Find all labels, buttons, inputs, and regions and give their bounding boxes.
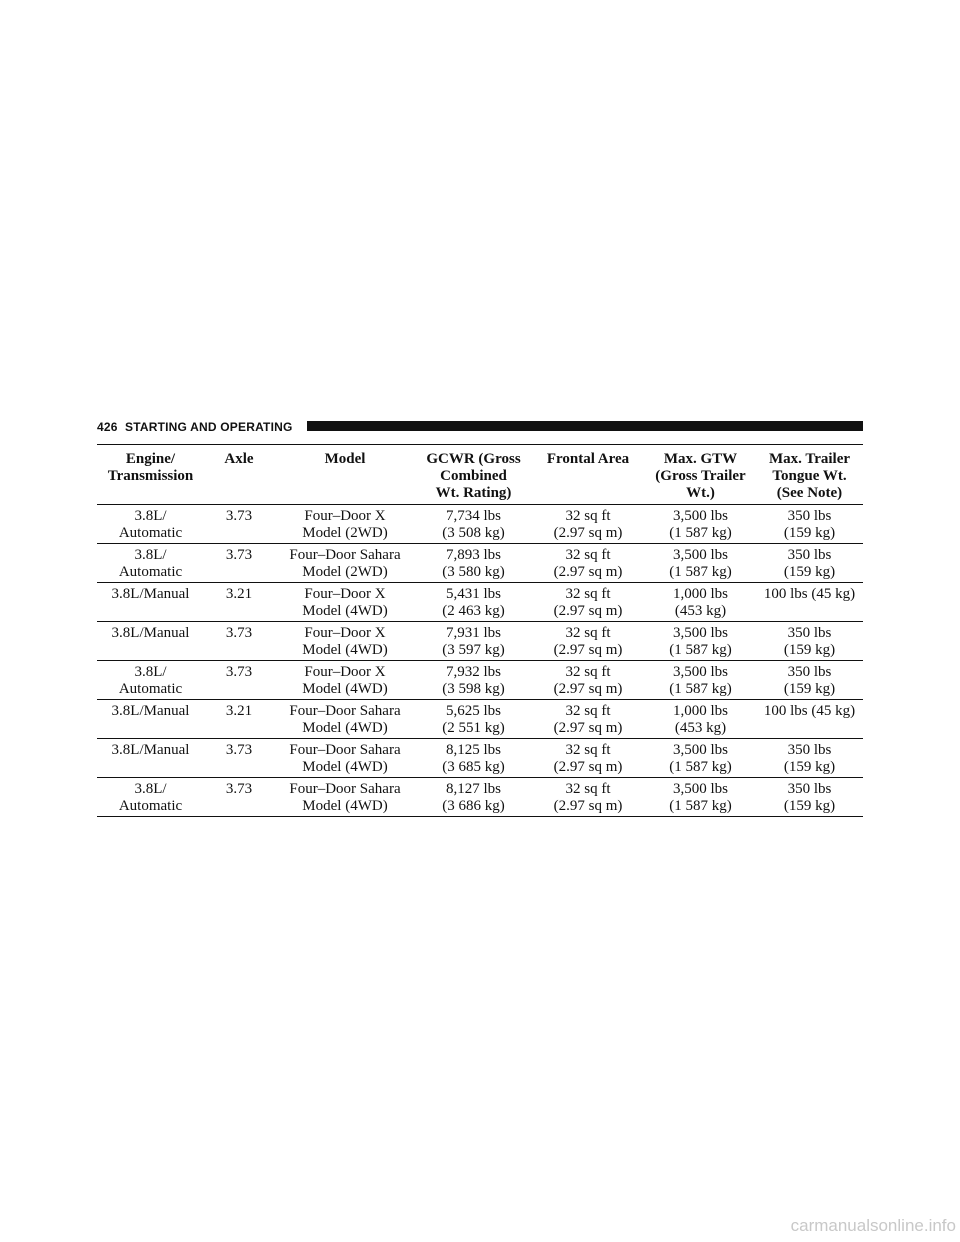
cell-model (274, 778, 416, 817)
cell-gcwr (416, 739, 531, 778)
cell-gcwr (416, 583, 531, 622)
cell-line: 350 lbs (787, 664, 832, 680)
cell-line: (1 587 kg) (669, 798, 732, 814)
cell-frontal-area (531, 505, 645, 544)
cell-line: (159 kg) (783, 798, 836, 814)
cell-line: 3.8L/ (134, 547, 167, 563)
header-line: Model (324, 451, 366, 467)
cell-line: 3.8L/Manual (111, 742, 190, 758)
cell-line: (3 597 kg) (442, 642, 505, 658)
cell-max-gtw (645, 505, 756, 544)
header-frontal-area (531, 445, 645, 505)
cell-line: 5,625 lbs (445, 703, 501, 719)
cell-max-gtw (645, 544, 756, 583)
watermark: carmanualsonline.info (790, 1216, 956, 1235)
cell-frontal-area (531, 661, 645, 700)
header-line: Transmission (107, 468, 194, 484)
cell-max-gtw (645, 700, 756, 739)
cell-gcwr (416, 700, 531, 739)
cell-line: 7,734 lbs (445, 508, 501, 524)
cell-line: Four–Door Sahara (289, 781, 401, 797)
cell-engine-transmission (97, 544, 204, 583)
table-row (97, 700, 863, 739)
cell-line: 32 sq ft (565, 547, 611, 563)
cell-axle (204, 622, 274, 661)
page-header (97, 420, 863, 434)
cell-axle (204, 700, 274, 739)
cell-model (274, 739, 416, 778)
table-row (97, 505, 863, 544)
cell-engine-transmission (97, 622, 204, 661)
section-title: STARTING AND OPERATING (125, 420, 293, 434)
cell-line: Four–Door X (304, 508, 386, 524)
cell-line: 32 sq ft (565, 586, 611, 602)
cell-line: (453 kg) (674, 603, 727, 619)
cell-gcwr (416, 505, 531, 544)
cell-line: Model (4WD) (302, 759, 388, 775)
cell-line: 3.8L/Manual (111, 703, 190, 719)
cell-model (274, 505, 416, 544)
cell-max-gtw (645, 739, 756, 778)
cell-engine-transmission (97, 778, 204, 817)
cell-engine-transmission (97, 583, 204, 622)
cell-line: (2.97 sq m) (553, 720, 623, 736)
cell-frontal-area (531, 544, 645, 583)
header-line: (Gross Trailer (655, 468, 746, 484)
cell-model (274, 622, 416, 661)
table-row (97, 544, 863, 583)
cell-gcwr (416, 778, 531, 817)
cell-line: 3.8L/ (134, 664, 167, 680)
cell-line: (2.97 sq m) (553, 642, 623, 658)
cell-line: 3,500 lbs (672, 625, 728, 641)
cell-line: 32 sq ft (565, 703, 611, 719)
cell-line: 350 lbs (787, 781, 832, 797)
header-line: Max. GTW (663, 451, 738, 467)
cell-line: (2.97 sq m) (553, 564, 623, 580)
cell-line: 350 lbs (787, 547, 832, 563)
cell-line: Model (2WD) (302, 564, 388, 580)
cell-line: Automatic (118, 525, 183, 541)
cell-gcwr (416, 622, 531, 661)
header-line: Frontal Area (546, 451, 630, 467)
cell-line: 32 sq ft (565, 742, 611, 758)
cell-line: (2 551 kg) (442, 720, 505, 736)
cell-line: Model (4WD) (302, 798, 388, 814)
header-line: Axle (224, 451, 254, 467)
cell-line: (2.97 sq m) (553, 759, 623, 775)
cell-line: Automatic (118, 681, 183, 697)
cell-line: 8,127 lbs (445, 781, 501, 797)
cell-line: (1 587 kg) (669, 681, 732, 697)
cell-line: 7,932 lbs (445, 664, 501, 680)
cell-line: (159 kg) (783, 564, 836, 580)
header-axle (204, 445, 274, 505)
cell-line: 3.73 (225, 625, 253, 641)
cell-line: 32 sq ft (565, 625, 611, 641)
cell-line: 7,893 lbs (445, 547, 501, 563)
cell-engine-transmission (97, 505, 204, 544)
cell-line: (2 463 kg) (442, 603, 505, 619)
cell-gcwr (416, 661, 531, 700)
cell-line: (3 508 kg) (442, 525, 505, 541)
cell-line: Model (4WD) (302, 642, 388, 658)
cell-line: (2.97 sq m) (553, 603, 623, 619)
cell-line: 3,500 lbs (672, 547, 728, 563)
cell-engine-transmission (97, 661, 204, 700)
cell-line: (159 kg) (783, 681, 836, 697)
cell-line: (159 kg) (783, 525, 836, 541)
table-row (97, 778, 863, 817)
cell-line: (3 685 kg) (442, 759, 505, 775)
cell-line: Automatic (118, 564, 183, 580)
cell-line: (159 kg) (783, 642, 836, 658)
cell-max-gtw (645, 661, 756, 700)
cell-axle (204, 739, 274, 778)
cell-line: (1 587 kg) (669, 759, 732, 775)
cell-axle (204, 778, 274, 817)
cell-line: 3.8L/ (134, 508, 167, 524)
header-model (274, 445, 416, 505)
cell-frontal-area (531, 700, 645, 739)
table-header (97, 445, 863, 505)
cell-line: 3,500 lbs (672, 781, 728, 797)
towing-specs-table (97, 444, 863, 817)
cell-line: (3 686 kg) (442, 798, 505, 814)
cell-line: 32 sq ft (565, 781, 611, 797)
cell-line: 3,500 lbs (672, 508, 728, 524)
page-number: 426 (97, 420, 118, 434)
header-line: (See Note) (776, 485, 843, 501)
cell-line: (3 580 kg) (442, 564, 505, 580)
cell-line: (3 598 kg) (442, 681, 505, 697)
cell-frontal-area (531, 583, 645, 622)
cell-max-gtw (645, 778, 756, 817)
cell-engine-transmission (97, 700, 204, 739)
cell-line: 7,931 lbs (445, 625, 501, 641)
header-line: Max. Trailer (768, 451, 851, 467)
table-row (97, 622, 863, 661)
cell-line: 3.73 (225, 742, 253, 758)
cell-model (274, 544, 416, 583)
cell-line: 3.21 (225, 703, 253, 719)
header-line: Wt. Rating) (435, 485, 512, 501)
header-row (97, 445, 863, 505)
header-rule (307, 421, 863, 431)
cell-line: (2.97 sq m) (553, 681, 623, 697)
cell-frontal-area (531, 622, 645, 661)
cell-max-tongue-wt (756, 739, 863, 778)
header-gcwr (416, 445, 531, 505)
cell-line: Model (2WD) (302, 525, 388, 541)
cell-line: Model (4WD) (302, 681, 388, 697)
cell-model (274, 583, 416, 622)
cell-max-tongue-wt (756, 661, 863, 700)
cell-max-tongue-wt (756, 505, 863, 544)
cell-line: (1 587 kg) (669, 525, 732, 541)
cell-max-tongue-wt (756, 700, 863, 739)
cell-line: (453 kg) (674, 720, 727, 736)
cell-line: 3,500 lbs (672, 742, 728, 758)
cell-line: Four–Door Sahara (289, 547, 401, 563)
cell-line: Model (4WD) (302, 603, 388, 619)
cell-axle (204, 505, 274, 544)
cell-line: 3.73 (225, 664, 253, 680)
cell-line: (159 kg) (783, 759, 836, 775)
cell-line: Four–Door X (304, 625, 386, 641)
cell-frontal-area (531, 739, 645, 778)
cell-line: 100 lbs (45 kg) (763, 703, 856, 719)
header-engine-transmission (97, 445, 204, 505)
cell-line: 8,125 lbs (445, 742, 501, 758)
table-row (97, 661, 863, 700)
cell-axle (204, 583, 274, 622)
cell-line: Four–Door X (304, 664, 386, 680)
cell-line: 350 lbs (787, 742, 832, 758)
cell-line: Four–Door X (304, 586, 386, 602)
cell-line: Four–Door Sahara (289, 703, 401, 719)
cell-max-gtw (645, 622, 756, 661)
cell-line: 3.73 (225, 781, 253, 797)
header-line: GCWR (Gross (426, 451, 521, 467)
header-line: Tongue Wt. (772, 468, 847, 484)
header-max-tongue-wt (756, 445, 863, 505)
header-line: Engine/ (125, 451, 176, 467)
cell-max-tongue-wt (756, 778, 863, 817)
cell-gcwr (416, 544, 531, 583)
cell-line: 3.8L/ (134, 781, 167, 797)
cell-line: (1 587 kg) (669, 564, 732, 580)
header-line: Combined (440, 468, 507, 484)
cell-axle (204, 661, 274, 700)
cell-line: 3.8L/Manual (111, 625, 190, 641)
cell-line: Automatic (118, 798, 183, 814)
cell-line: Four–Door Sahara (289, 742, 401, 758)
cell-line: 3.73 (225, 547, 253, 563)
cell-line: 1,000 lbs (672, 586, 728, 602)
cell-line: (2.97 sq m) (553, 525, 623, 541)
header-line: Wt.) (686, 485, 715, 501)
cell-line: 350 lbs (787, 625, 832, 641)
cell-frontal-area (531, 778, 645, 817)
cell-line: 1,000 lbs (672, 703, 728, 719)
cell-line: (1 587 kg) (669, 642, 732, 658)
table-row (97, 583, 863, 622)
cell-max-tongue-wt (756, 622, 863, 661)
cell-line: 32 sq ft (565, 664, 611, 680)
cell-model (274, 700, 416, 739)
cell-line: 3.73 (225, 508, 253, 524)
cell-line: Model (4WD) (302, 720, 388, 736)
cell-max-tongue-wt (756, 583, 863, 622)
header-max-gtw (645, 445, 756, 505)
cell-line: 100 lbs (45 kg) (763, 586, 856, 602)
cell-engine-transmission (97, 739, 204, 778)
cell-max-tongue-wt (756, 544, 863, 583)
cell-line: (2.97 sq m) (553, 798, 623, 814)
cell-line: 3.8L/Manual (111, 586, 190, 602)
cell-line: 3,500 lbs (672, 664, 728, 680)
cell-model (274, 661, 416, 700)
table-body (97, 505, 863, 817)
cell-line: 5,431 lbs (445, 586, 501, 602)
cell-line: 3.21 (225, 586, 253, 602)
cell-line: 350 lbs (787, 508, 832, 524)
cell-line: 32 sq ft (565, 508, 611, 524)
cell-axle (204, 544, 274, 583)
table-row (97, 739, 863, 778)
cell-max-gtw (645, 583, 756, 622)
